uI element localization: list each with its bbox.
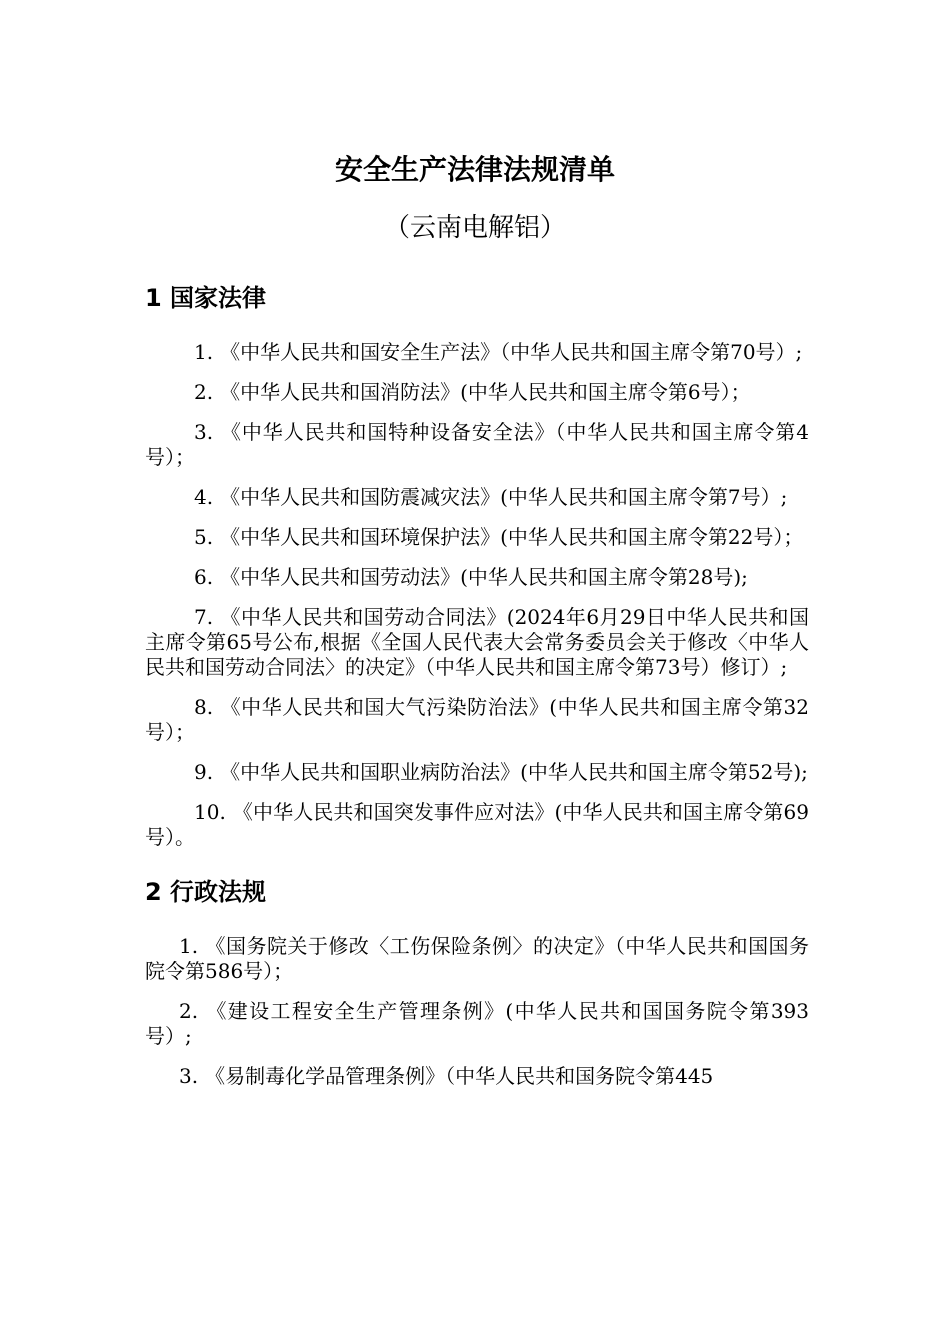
- item-text: 《中华人民共和国安全生产法》（中华人民共和国主席令第70号）;: [220, 340, 803, 364]
- item-number: 9.: [194, 760, 214, 784]
- regulation-item: [145, 1064, 809, 1089]
- law-item: [145, 800, 809, 850]
- item-number: 2.: [194, 380, 214, 404]
- law-item: [145, 380, 809, 405]
- document-body: [145, 278, 809, 1104]
- law-item: [145, 565, 809, 590]
- item-text: 《中华人民共和国消防法》(中华人民共和国主席令第6号）；: [220, 380, 751, 404]
- item-text: 《国务院关于修改〈工伤保险条例〉的决定》（中华人民共和国国务院令第586号）；: [145, 934, 809, 983]
- item-text: 《中华人民共和国特种设备安全法》（中华人民共和国主席令第4号）；: [145, 420, 809, 469]
- item-number: 7.: [194, 605, 214, 629]
- item-number: 3.: [194, 420, 214, 444]
- law-item: [145, 485, 809, 510]
- item-text: 《中华人民共和国劳动法》(中华人民共和国主席令第28号);: [220, 565, 748, 589]
- item-text: 《中华人民共和国劳动合同法》(2024年6月29日中华人民共和国主席令第65号公布,根据《全国人民代表大会常务委员会关于修改〈中华人民共和国劳动合同法〉的决定》（中华人民共和国主席令第73号）修订）;: [145, 605, 809, 679]
- item-text: 《中华人民共和国突发事件应对法》(中华人民共和国主席令第69号）。: [145, 800, 809, 849]
- regulation-item: [145, 999, 809, 1049]
- section-heading-national-laws: 1 国家法律: [145, 284, 267, 312]
- item-number: 1.: [194, 340, 214, 364]
- law-item: [145, 760, 809, 785]
- item-number: 1.: [179, 934, 199, 958]
- law-item: [145, 420, 809, 470]
- item-number: 6.: [194, 565, 214, 589]
- item-text: 《中华人民共和国防震减灾法》(中华人民共和国主席令第7号）;: [220, 485, 788, 509]
- item-number: 8.: [194, 695, 214, 719]
- item-number: 10.: [194, 800, 226, 824]
- document-title: 安全生产法律法规清单: [334, 153, 615, 186]
- regulation-item: [145, 934, 809, 984]
- law-item: [145, 340, 809, 365]
- law-item: [145, 695, 809, 745]
- law-item: [145, 605, 809, 680]
- item-number: 5.: [194, 525, 214, 549]
- item-text: 《中华人民共和国职业病防治法》(中华人民共和国主席令第52号);: [220, 760, 808, 784]
- item-number: 4.: [194, 485, 214, 509]
- item-text: 《中华人民共和国大气污染防治法》(中华人民共和国主席令第32号）；: [145, 695, 809, 744]
- section-heading-administrative-regulations: 2 行政法规: [145, 878, 267, 906]
- document-subtitle: （云南电解铝）: [383, 213, 566, 243]
- item-number: 2.: [179, 999, 199, 1023]
- law-item: [145, 525, 809, 550]
- item-number: 3.: [179, 1064, 199, 1088]
- item-text: 《易制毒化学品管理条例》（中华人民共和国务院令第445: [205, 1064, 714, 1088]
- item-text: 《建设工程安全生产管理条例》(中华人民共和国国务院令第393号）;: [145, 999, 809, 1048]
- item-text: 《中华人民共和国环境保护法》(中华人民共和国主席令第22号）；: [220, 525, 804, 549]
